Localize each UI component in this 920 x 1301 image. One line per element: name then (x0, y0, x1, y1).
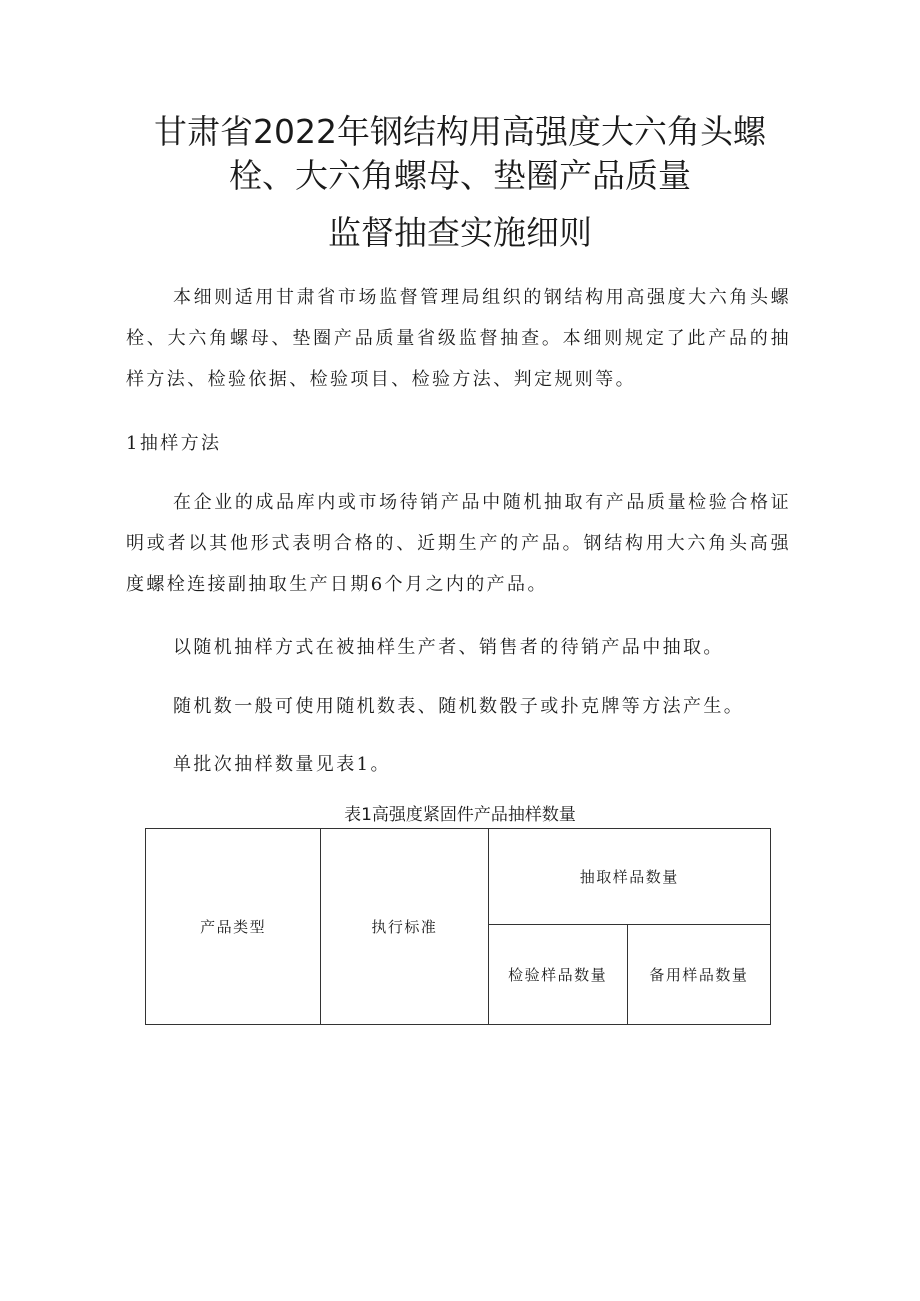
section-1-heading: 1抽样方法 (126, 433, 222, 454)
header-product-type: 产品类型 (146, 829, 321, 1025)
document-title-line-3: 监督抽查实施细则 (328, 213, 592, 252)
table-header-row-1 (146, 829, 771, 925)
sampling-paragraph-4: 单批次抽样数量见表1。 (173, 754, 391, 775)
header-sample-quantity: 抽取样品数量 (488, 829, 770, 925)
sampling-paragraph-1: 在企业的成品库内或市场待销产品中随机抽取有产品质量检验合格证明或者以其他形式表明合格的、近期生产的产品。钢结构用大六角头高强度螺栓连接副抽取生产日期6个月之内的产品。 (126, 492, 791, 595)
header-test-quantity: 检验样品数量 (488, 925, 627, 1025)
sampling-quantity-table (145, 828, 771, 1025)
header-standard: 执行标准 (321, 829, 488, 1025)
sampling-paragraph-3: 随机数一般可使用随机数表、随机数骰子或扑克牌等方法产生。 (173, 696, 745, 717)
intro-paragraph: 本细则适用甘肃省市场监督管理局组织的钢结构用高强度大六角头螺栓、大六角螺母、垫圈产品质量省级监督抽查。本细则规定了此产品的抽样方法、检验依据、检验项目、检验方法、判定规则等。 (126, 287, 791, 390)
header-backup-quantity: 备用样品数量 (627, 925, 770, 1025)
table-caption: 表1高强度紧固件产品抽样数量 (344, 805, 576, 825)
document-title-line-2: 栓、大六角螺母、垫圈产品质量 (229, 156, 691, 195)
document-title-line-1: 甘肃省2022年钢结构用高强度大六角头螺 (154, 112, 766, 151)
sampling-paragraph-2: 以随机抽样方式在被抽样生产者、销售者的待销产品中抽取。 (173, 637, 724, 658)
